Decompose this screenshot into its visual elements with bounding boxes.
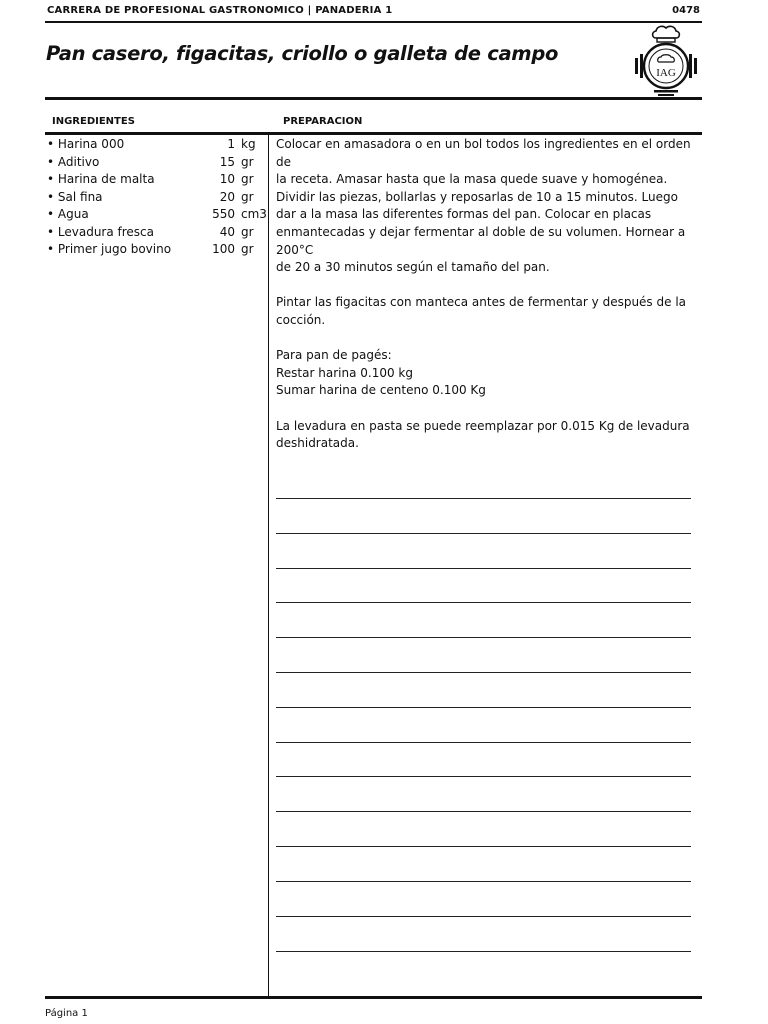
ingredient-quantity: 550 <box>212 207 235 221</box>
ingredient-name: • Aditivo <box>47 154 100 169</box>
ingredient-quantity: 15 <box>219 154 235 169</box>
note-line <box>276 951 691 952</box>
recipe-title: Pan casero, figacitas, criollo o galleta de campo <box>46 42 559 65</box>
logo-text: IAG <box>656 67 676 79</box>
list-item <box>47 154 262 172</box>
document-code: 0478 <box>672 5 700 16</box>
ingredients-heading: INGREDIENTES <box>52 116 135 127</box>
ingredient-name: • Primer jugo bovino <box>47 242 172 256</box>
chef-hat-emblem-icon <box>630 24 702 98</box>
ingredient-unit: kg <box>241 137 256 151</box>
list-item <box>47 241 262 259</box>
title-divider <box>45 97 702 100</box>
preparation-text <box>276 136 696 470</box>
ingredient-unit: cm3 <box>241 207 267 221</box>
ingredient-quantity: 20 <box>219 189 235 204</box>
list-item <box>47 206 267 224</box>
ingredient-name: • Agua <box>47 207 89 221</box>
ingredient-quantity: 40 <box>219 224 235 239</box>
note-line <box>276 602 691 603</box>
note-line <box>276 742 691 743</box>
header-divider <box>45 21 702 23</box>
ingredient-unit: gr <box>241 172 254 186</box>
ingredient-unit: gr <box>241 224 254 239</box>
preparation-paragraph: Para pan de pagés: Restar harina 0.100 kg Sumar harina de centeno 0.100 Kg <box>276 348 486 398</box>
list-item <box>47 136 262 154</box>
ingredient-name: • Sal fina <box>47 189 103 204</box>
course-header: CARRERA DE PROFESIONAL GASTRONOMICO | PANADERIA 1 <box>47 5 393 16</box>
list-item <box>47 224 262 242</box>
page-number: Página 1 <box>45 1008 88 1019</box>
ingredient-name: • Harina 000 <box>47 137 125 151</box>
ingredient-name: • Levadura fresca <box>47 224 155 239</box>
preparation-paragraph: La levadura en pasta se puede reemplazar por 0.015 Kg de levadura deshidratada. <box>276 418 690 451</box>
note-line <box>276 846 691 847</box>
list-item <box>47 171 262 189</box>
ingredients-list <box>47 136 267 259</box>
columns-divider <box>45 132 702 135</box>
ingredient-quantity: 10 <box>219 172 235 186</box>
note-line <box>276 568 691 569</box>
ingredient-quantity: 100 <box>212 242 235 256</box>
note-line <box>276 637 691 638</box>
note-line <box>276 881 691 882</box>
ingredient-unit: gr <box>241 189 254 204</box>
preparation-heading: PREPARACION <box>283 116 363 127</box>
note-line <box>276 498 691 499</box>
note-line <box>276 916 691 917</box>
column-separator <box>268 135 269 997</box>
note-line <box>276 533 691 534</box>
ingredient-unit: gr <box>241 242 254 256</box>
note-line <box>276 707 691 708</box>
footer-divider <box>45 996 702 999</box>
ingredient-quantity: 1 <box>227 137 235 151</box>
note-line <box>276 776 691 777</box>
preparation-paragraph: Colocar en amasadora o en un bol todos los ingredientes en el orden de la receta. Amasar hasta que la masa quede suave y homogénea. Dividir las piezas, bollarlas y reposarlas de 10 a 15 minutos. Luego dar a la masa las diferentes formas del pan. Colocar en placas enmantecadas y dejar fermentar al doble de su volumen. Hornear a 200°C de 20 a 30 minutos según el tamaño del pan. <box>276 137 691 275</box>
ingredient-unit: gr <box>241 154 254 169</box>
iag-logo <box>630 24 702 98</box>
note-line <box>276 672 691 673</box>
list-item <box>47 189 262 207</box>
note-line <box>276 811 691 812</box>
preparation-paragraph: Pintar las figacitas con manteca antes de fermentar y después de la cocción. <box>276 295 687 327</box>
ingredient-name: • Harina de malta <box>47 172 155 186</box>
